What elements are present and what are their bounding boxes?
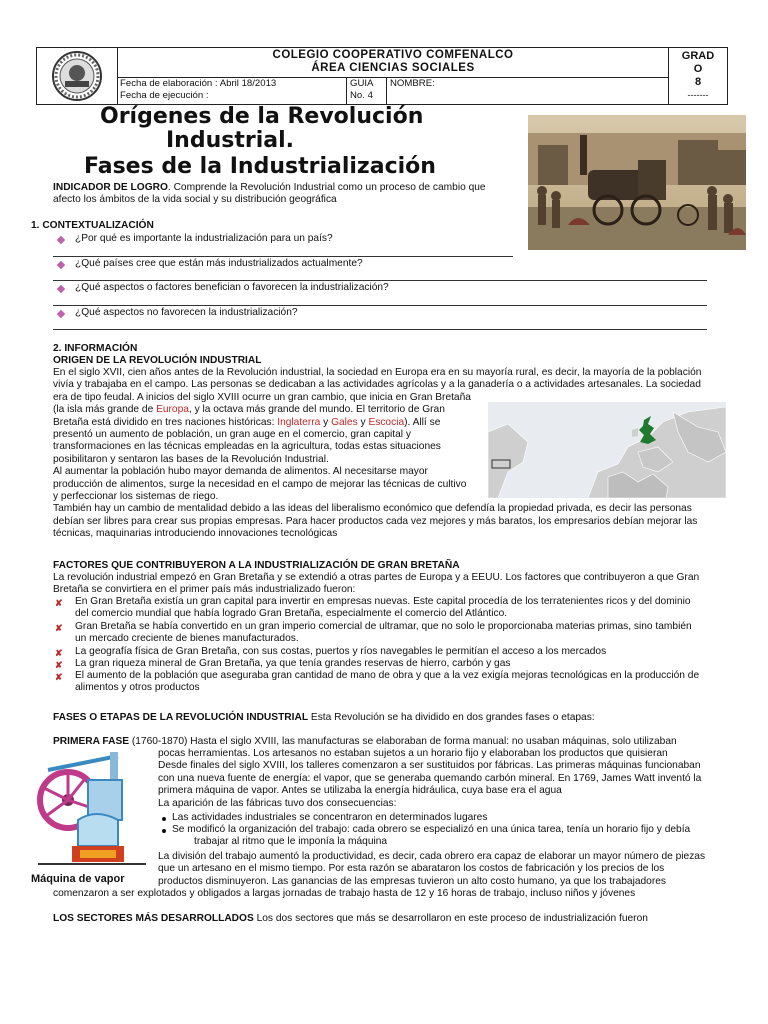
factor-line: del comercio mundial que había logrado Gran Bretaña, especialmente el comercio del Atlántico. <box>75 608 508 620</box>
division-trabajo <box>158 851 714 888</box>
factor-line: En Gran Bretaña existía un gran capital para invertir en empresas nuevas. Este capital procedía de los terratenientes ricos y del dominio <box>75 596 691 607</box>
fase-line: que un artesano en el mismo tiempo. Por esta razón se abarataron los costos de fabricación y los precios de los <box>158 863 665 875</box>
guia-label: GUIA <box>350 78 374 89</box>
diamond-bullet-icon <box>57 236 65 244</box>
grade-label-1: GRAD <box>681 50 715 62</box>
factor-item-4: La gran riqueza mineral de Gran Bretaña, ya que tenía grandes reservas de hierro, carbón y gas <box>75 658 511 669</box>
factor-line: alimentos y otros productos <box>75 682 200 694</box>
dates-cell <box>117 78 347 105</box>
primera-fase-label: PRIMERA FASE <box>53 736 130 747</box>
gales-link[interactable]: Gales <box>331 416 358 428</box>
great-britain-map <box>488 402 726 498</box>
factor-item-3: La geografía física de Gran Bretaña, con sus costas, puertos y ríos navegables le permitían el acceso a los mercados <box>75 646 607 657</box>
factores-intro-line: Bretaña se convirtiera en el primer país más industrializado fueron: <box>53 584 356 596</box>
question-3: ¿Qué aspectos o factores benefician o favorecen la industrialización? <box>75 282 389 293</box>
origen-line: transformaciones en las técnicas empleadas en la agricultura, todas estas situaciones <box>53 441 441 453</box>
grade-number: 8 <box>694 76 702 88</box>
origen-line: (la isla más grande de <box>53 404 157 416</box>
grade-cell <box>668 48 727 104</box>
answer-line-4[interactable] <box>53 329 707 330</box>
fase-line-explotacion: comenzaron a ser explotados y obligados a largas jornadas de trabajo hasta de 12 y 16 horas de trabajo, incluso niños y jóvenes <box>53 888 636 899</box>
factor-item-2 <box>75 621 692 646</box>
school-name: COLEGIO COOPERATIVO COMFENALCO <box>272 49 514 61</box>
factor-line: El aumento de la población que aseguraba gran cantidad de mano de obra y que a la vez exigía mejoras tecnológicas en la producción de <box>75 670 700 681</box>
grade-label-2: O <box>693 63 703 75</box>
grade-dashes: ------- <box>687 90 709 100</box>
origen-subheading: ORIGEN DE LA REVOLUCIÓN INDUSTRIAL <box>53 355 262 366</box>
question-2: ¿Qué países cree que están más industrializados actualmente? <box>75 258 363 269</box>
escocia-link[interactable]: Escocia <box>368 416 405 428</box>
origen-line: Al aumentar la población hubo mayor demanda de alimentos. Al necesitarse mayor <box>53 466 428 478</box>
factores-heading: FACTORES QUE CONTRIBUYERON A LA INDUSTRIALIZACIÓN DE GRAN BRETAÑA <box>53 560 460 571</box>
diamond-bullet-icon <box>57 261 65 269</box>
steam-engine-illustration <box>28 748 156 870</box>
europa-link[interactable]: Europa <box>156 404 189 416</box>
answer-line-3[interactable] <box>53 305 707 306</box>
header-table <box>36 47 728 105</box>
primera-fase-line-1 <box>53 736 713 748</box>
fecha-ejecucion: Fecha de ejecución : <box>120 90 209 101</box>
answer-line-1[interactable] <box>53 256 513 257</box>
x-bullet-icon: ✘ <box>55 672 63 682</box>
fase-line: Se modificó la organización del trabajo: cada obrero se especializó en una única tarea, tenía un horario fijo y debía <box>172 824 691 835</box>
fase-line: con una nueva fuente de energía: el vapor, que se generaba quemando carbón mineral. En 1769, James Watt inventó la <box>158 772 702 784</box>
header-meta-row <box>117 77 669 105</box>
fase-line: primera máquina de vapor. Antes se utilizaba la energía hidráulica, cuya base era el agua <box>158 785 562 797</box>
title-line-1: Orígenes de la Revolución <box>100 104 424 129</box>
fase-line: Desde finales del siglo XVIII, los talleres comenzaron a ser sustituidos por fábricas. Las primeras máquinas funcionaban <box>158 760 701 772</box>
fase-line: trabajar al ritmo que le imponía la máquina <box>194 836 388 848</box>
x-bullet-icon: ✘ <box>55 598 63 608</box>
indicador-block <box>53 182 523 207</box>
fecha-elaboracion: Fecha de elaboración : Abril 18/2013 <box>120 78 277 89</box>
factor-line: Gran Bretaña se había convertido en un gran imperio comercial de ultramar, que no solo le proporcionaba materias primas, sino también <box>75 621 692 632</box>
consecuencia-1: Las actividades industriales se concentraron en determinados lugares <box>172 812 488 823</box>
origen-line: producción de alimentos, surge la necesidad en el campo de mejorar las técnicas de cultivo <box>53 478 467 490</box>
text-separator: y <box>320 416 332 428</box>
fase-line: La aparición de las fábricas tuvo dos consecuencias: <box>158 797 397 809</box>
bullet-dot-icon <box>162 829 166 833</box>
steam-engine-caption: Máquina de vapor <box>31 873 125 885</box>
x-bullet-icon: ✘ <box>55 623 63 633</box>
factor-item-5 <box>75 670 699 695</box>
diamond-bullet-icon <box>57 285 65 293</box>
origen-line: Bretaña está dividido en tres naciones históricas: <box>53 416 278 428</box>
origen-line: vivía y trabajaba en el campo. Las personas se dedicaban a las actividades agrícolas y a la ganadería o a actividades artesanales. La sociedad <box>53 379 701 391</box>
liberalismo-line: También hay un cambio de mentalidad debido a las ideas del liberalismo económico que defendía la propiedad privada, es decir las personas <box>53 503 692 515</box>
fases-intro <box>53 712 595 724</box>
liberalismo-line: debían ser libres para crear sus propias empresas. Para hacer productos cada vez mejores y más baratos, los empresarios debían mejorar las <box>53 515 698 527</box>
sectores-heading: LOS SECTORES MÁS DESARROLLADOS <box>53 913 254 924</box>
title-line-2: Industrial. <box>166 128 295 153</box>
header-title <box>117 48 669 77</box>
indicador-label: INDICADOR DE LOGRO <box>53 182 168 193</box>
diamond-bullet-icon <box>57 310 65 318</box>
title-line-3: Fases de la Industrialización <box>84 154 436 179</box>
consecuencia-2 <box>172 824 717 849</box>
primera-fase-years: (1760-1870) <box>129 736 188 747</box>
fase-line: pocas herramientas. Los artesanos no estaban sujetos a un horario fijo y elaboraban los productos que quisieran <box>158 748 668 759</box>
origen-line: presentó un aumento de población, un gran auge en el comercio, gran capital y <box>53 429 411 441</box>
informacion-heading: 2. INFORMACIÓN <box>53 343 138 354</box>
steam-locomotive-illustration <box>528 115 746 250</box>
answer-line-2[interactable] <box>53 280 707 281</box>
fase-line: La división del trabajo aumentó la productividad, es decir, cada obrero era capaz de elaborar un mayor número de piezas <box>158 851 706 862</box>
origen-line: y perfeccionar los sistemas de riego. <box>53 491 219 503</box>
liberalismo-line: técnicas, maquinarias introduciendo innovaciones tecnológicas <box>53 528 338 540</box>
guia-number: No. 4 <box>350 90 373 101</box>
fases-heading-rest: Esta Revolución se ha dividido en dos grandes fases o etapas: <box>308 712 595 723</box>
nombre-label: NOMBRE: <box>390 78 435 89</box>
text-separator: y <box>357 416 369 428</box>
primera-fase-text: Hasta el siglo XVIII, las manufacturas se elaboraban de forma manual: no usaban máquinas, solo utilizaban <box>187 736 677 747</box>
fase-line: productos disminuyeron. Las ganancias de las empresas tuvieron un alto costo humano, ya que los trabajadores <box>158 875 666 887</box>
origen-line: En el siglo XVII, cien años antes de la Revolución industrial, la sociedad en Europa era en su mayoría rural, es decir, la mayoría de la población <box>53 367 702 378</box>
factores-intro-line: La revolución industrial empezó en Gran Bretaña y se extendió a otras partes de Europa y a EEUU. Los factores que contribuyeron a que Gran <box>53 572 700 583</box>
guia-cell <box>347 78 387 105</box>
origen-line: , y la octava más grande del mundo. El territorio de Gran <box>188 404 445 416</box>
indicador-text-2: afecto los ámbitos de la vida social y su distribución geográfica <box>53 194 337 206</box>
x-bullet-icon: ✘ <box>55 660 63 670</box>
sectores-text: Los dos sectores que más se desarrollaron en este proceso de industrialización fueron <box>253 913 648 924</box>
question-4: ¿Qué aspectos no favorecen la industrialización? <box>75 307 298 318</box>
fases-heading: FASES O ETAPAS DE LA REVOLUCIÓN INDUSTRIAL <box>53 712 309 723</box>
primera-fase-body <box>158 748 714 810</box>
bullet-dot-icon <box>162 817 166 821</box>
nombre-cell[interactable] <box>387 78 669 105</box>
contextualizacion-heading: 1. CONTEXTUALIZACIÓN <box>31 220 154 231</box>
sectores-line <box>53 913 648 925</box>
school-seal-icon <box>37 48 117 104</box>
x-bullet-icon: ✘ <box>55 648 63 658</box>
factor-item-1 <box>75 596 691 621</box>
factores-intro <box>53 572 713 597</box>
indicador-text-1: . Comprende la Revolución Industrial como un proceso de cambio que <box>167 182 486 193</box>
question-1: ¿Por qué es importante la industrialización para un país? <box>75 233 333 244</box>
factor-line: un mercado creciente de bienes manufacturados. <box>75 633 299 645</box>
origen-line: ). Allí se <box>404 416 441 428</box>
origen-line: era de tipo feudal. A inicios del siglo XVIII ocurre un gran cambio, que inicia en Gran Bretaña <box>53 391 471 403</box>
origen-line: posibilitaron y sentaron las bases de la Revolución Industrial. <box>53 453 329 465</box>
school-logo-cell <box>37 48 118 104</box>
inglaterra-link[interactable]: Inglaterra <box>277 416 321 428</box>
area-name: ÁREA CIENCIAS SOCIALES <box>311 62 475 74</box>
